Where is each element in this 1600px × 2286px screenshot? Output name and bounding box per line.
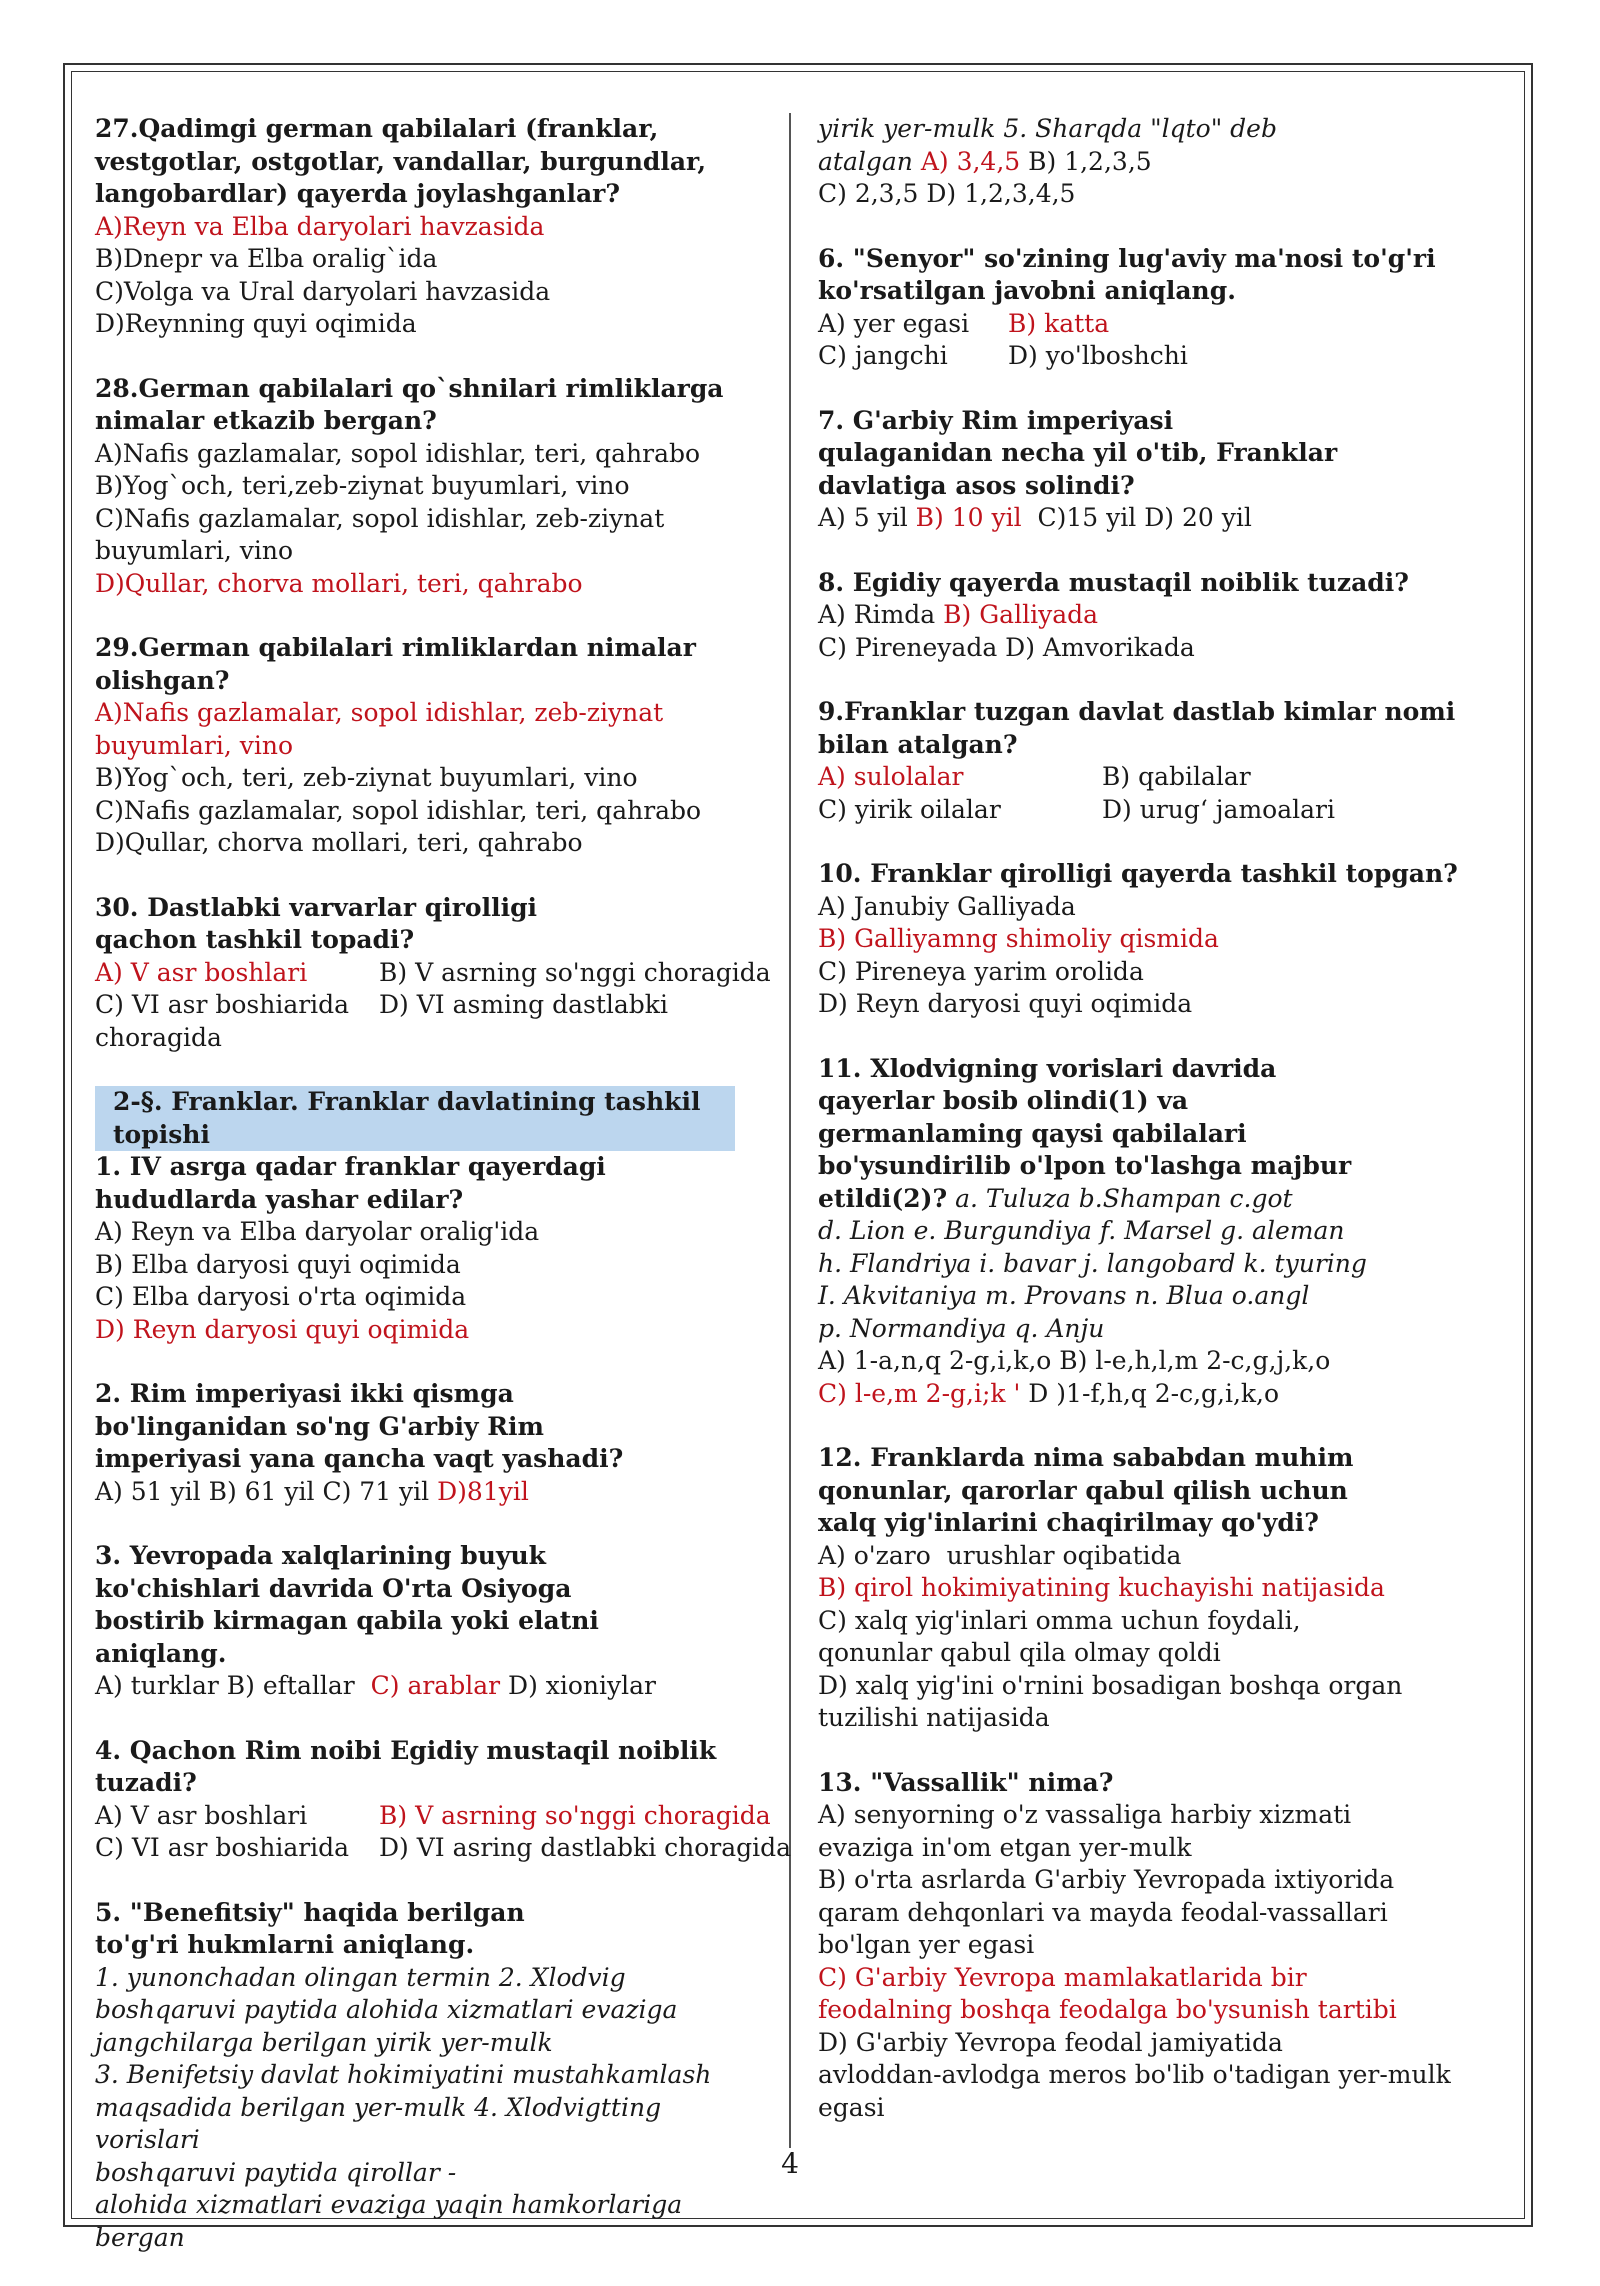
answer-a: A) Janubiy Galliyada — [818, 891, 1076, 921]
answer-b: B) Galliyamng shimoliy qismida — [818, 924, 1219, 953]
question-27 — [95, 113, 765, 341]
answer-line — [818, 1378, 1478, 1411]
answer-line: C) Pireneyada D) Amvorikada — [818, 632, 1195, 662]
question-title: 11. Xlodvigning vorislari davrida qayerlar bosib olindi(1) va germanlaming qaysi qabilalari bo'ysundirilib o'lpon to'lashga majbur etildi(2)? — [818, 1053, 1352, 1213]
answer-b: B)Yog`och, teri, zeb-ziynat buyumlari, vino — [95, 763, 638, 792]
answer-a: A) Reyn va Elba daryolar oralig'ida — [95, 1217, 540, 1246]
answer-correct: C) l-e,m 2-g,i;k ' — [818, 1378, 1021, 1408]
answer-line: A) 1-a,n,q 2-g,i,k,o B) l-e,h,l,m 2-c,g,j,k,o — [818, 1346, 1331, 1375]
question-title: 6. "Senyor" so'zining lug'aviy ma'nosi to'g'ri ko'rsatilgan javobni aniqlang. — [818, 243, 1436, 305]
question-title: 29.German qabilalari rimliklardan nimalar olishgan? — [95, 633, 696, 695]
page-number: 4 — [781, 2147, 799, 2180]
answer-b: B) V asrning so'nggi choragida — [379, 957, 771, 987]
answer-d: D) Reyn daryosi quyi oqimida — [818, 989, 1193, 1018]
question-s12 — [818, 1442, 1478, 1735]
answer-b: B) qabilalar — [1102, 762, 1251, 791]
answer-correct: A) 3,4,5 — [920, 146, 1021, 176]
statement-line: maqsadida berilgan yer-mulk 4. Xlodvigtting vorislari — [95, 2092, 670, 2154]
left-column — [95, 113, 792, 2286]
answer-b: B) 1,2,3,5 — [1020, 146, 1152, 176]
question-title: 3. Yevropada xalqlarining buyuk ko'chishlari davrida O'rta Osiyoga bostirib kirmagan qabila yoki elatni aniqlang. — [95, 1541, 599, 1668]
option-line: d. Lion e. Burgundiya f. Marsel g. aleman — [818, 1216, 1345, 1245]
answer-d: D) Reyn daryosi quyi oqimida — [95, 1314, 470, 1344]
answer-options: A) turklar B) eftallar — [95, 1671, 371, 1700]
question-s13 — [818, 1767, 1478, 2125]
answer-d: D)Qullar, chorva mollari, teri, qahrabo — [95, 568, 583, 598]
answer-correct: B) Galliyada — [943, 600, 1099, 629]
answer-options-rest: D) xioniylar — [500, 1671, 656, 1700]
answer-a-continued: evaziga in'om etgan yer-mulk — [818, 1832, 1192, 1862]
answer-line — [95, 1476, 765, 1509]
answer-d: D) VI asming dastlabki — [379, 990, 668, 1019]
answer-b: B) katta — [1008, 308, 1110, 338]
statement-line: alohida xizmatlari evaziga yaqin hamkorlariga bergan — [95, 2190, 691, 2252]
question-title: 28.German qabilalari qo`shnilari rimliklarga nimalar etkazib bergan? — [95, 373, 724, 435]
answer-d: D)Reynning quyi oqimida — [95, 309, 417, 338]
answer-c: C)Nafis gazlamalar, sopol idishlar, teri, qahrabo — [95, 795, 702, 825]
answer-row — [95, 989, 765, 1022]
question-s3 — [95, 1540, 765, 1703]
answer-line — [818, 146, 1478, 179]
question-title: 30. Dastlabki varvarlar qirolligi qachon tashkil topadi? — [95, 892, 538, 954]
answer-line — [95, 1670, 765, 1703]
question-title: 5. "Benefitsiy" haqida berilgan to'g'ri hukmlarni aniqlang. — [95, 1897, 525, 1959]
question-title: 4. Qachon Rim noibi Egidiy mustaqil noiblik tuzadi? — [95, 1735, 717, 1797]
answer-row — [818, 308, 1478, 341]
answer-c: C) VI asr boshiarida — [95, 990, 350, 1019]
answer-a: A)Reyn va Elba daryolari havzasida — [95, 211, 545, 241]
statement-line: jangchilarga berilgan yirik yer-mulk — [95, 2027, 553, 2057]
answer-b: B) V asrning so'nggi choragida — [379, 1800, 771, 1830]
answer-c: C) jangchi — [818, 341, 948, 370]
answer-row — [818, 794, 1478, 827]
question-30 — [95, 892, 771, 1055]
answer-d: D)Qullar, chorva mollari, teri, qahrabo — [95, 828, 583, 857]
option-line: p. Normandiya q. Anju — [818, 1313, 1105, 1343]
answer-line — [818, 502, 1478, 535]
question-title: 9.Franklar tuzgan davlat dastlab kimlar nomi bilan atalgan? — [818, 697, 1456, 759]
question-s10 — [818, 858, 1478, 1021]
answer-options: A) 51 yil B) 61 yil C) 71 yil — [95, 1476, 438, 1506]
answer-b: B)Dnepr va Elba oralig`ida — [95, 244, 438, 273]
answer-correct: C) arablar — [370, 1671, 501, 1700]
answer-d: D) yo'lboshchi — [1008, 341, 1188, 370]
answer-options-rest: C)15 yil D) 20 yil — [1021, 503, 1252, 532]
answer-correct: B) 10 yil — [915, 503, 1022, 532]
answer-c: C) yirik oilalar — [818, 794, 1001, 824]
answer-b: B) Elba daryosi quyi oqimida — [95, 1249, 461, 1279]
option-line: I. Akvitaniya m. Provans n. Blua o.angl — [818, 1281, 1310, 1310]
answer-d-continued: tuzilishi natijasida — [818, 1703, 1050, 1732]
question-title: 8. Egidiy qayerda mustaqil noiblik tuzadi? — [818, 567, 1409, 597]
answer-a: A) senyorning o'z vassaliga harbiy xizmati — [818, 1800, 1352, 1829]
question-title: 1. IV asrga qadar franklar qayerdagi hududlarda yashar edilar? — [95, 1152, 606, 1214]
statement-line: yirik yer-mulk 5. Sharqda "lqto" deb — [818, 114, 1277, 143]
answer-a: A)Nafis gazlamalar, sopol idishlar, teri, qahrabo — [95, 438, 701, 468]
question-title: 13. "Vassallik" nima? — [818, 1767, 1114, 1797]
option-line: h. Flandriya i. bavar j. langobard k. tyuring — [818, 1248, 1367, 1278]
question-title: 12. Franklarda nima sababdan muhim qonunlar, qarorlar qabul qilish uchun xalq yig'inlarini chaqirilmay qo'ydi? — [818, 1443, 1354, 1537]
answer-b-continued: bo'lgan yer egasi — [818, 1930, 1035, 1959]
answer-b-continued: qaram dehqonlari va mayda feodal-vassallari — [818, 1897, 1388, 1927]
answer-c: C) Pireneya yarim orolida — [818, 956, 1144, 986]
answer-c: C) Elba daryosi o'rta oqimida — [95, 1282, 467, 1311]
answer-b: B) o'rta asrlarda G'arbiy Yevropada ixtiyorida — [818, 1865, 1395, 1894]
answer-line: C) 2,3,5 D) 1,2,3,4,5 — [818, 179, 1076, 208]
question-s4 — [95, 1735, 792, 1865]
statement-line: boshqaruvi paytida qirollar - — [95, 2157, 457, 2187]
question-title: 27.Qadimgi german qabilalari (franklar, vestgotlar, ostgotlar, vandallar, burgundlar, langobardlar) qayerda joylashganlar? — [95, 114, 707, 208]
answer-c: C)Volga va Ural daryolari havzasida — [95, 276, 551, 306]
question-28 — [95, 373, 765, 601]
answer-a: A) 5 yil — [818, 503, 916, 532]
answer-a: A) V asr boshlari — [95, 957, 308, 987]
answer-a: A) V asr boshlari — [95, 1800, 308, 1830]
question-title: 2. Rim imperiyasi ikki qismga bo'linganidan so'ng G'arbiy Rim imperiyasi yana qancha vaqt yashadi? — [95, 1379, 624, 1473]
answer-d: D) urug‘ jamoalari — [1102, 794, 1335, 824]
answer-a: A) Rimda — [818, 600, 944, 629]
answer-row — [95, 957, 771, 990]
answer-d-continued: choragida — [95, 1022, 222, 1052]
answer-row — [95, 1832, 792, 1865]
answer-row — [818, 340, 1478, 373]
question-title-block — [818, 1053, 1378, 1216]
answer-a: A) o'zaro urushlar oqibatida — [818, 1540, 1182, 1570]
right-column — [818, 113, 1478, 2156]
statement-tail: atalgan — [818, 146, 921, 176]
answer-c-continued: feodalning boshqa feodalga bo'ysunish tartibi — [818, 1995, 1397, 2024]
answer-a: A) yer egasi — [818, 308, 970, 338]
answer-b: B) qirol hokimiyatining kuchayishi natijasida — [818, 1573, 1385, 1602]
answer-b: B)Yog`och, teri,zeb-ziynat buyumlari, vino — [95, 471, 630, 500]
question-s5-continued — [818, 113, 1478, 211]
question-title-italic: a. Tuluza b.Shampan c.got — [947, 1183, 1293, 1213]
question-s7 — [818, 405, 1478, 535]
answer-line — [818, 599, 1478, 632]
answer-d: D) xalq yig'ini o'rnini bosadigan boshqa organ — [818, 1670, 1403, 1700]
section-title: 2-§. Franklar. Franklar davlatining tashkil topishi — [95, 1086, 735, 1151]
answer-c: C)Nafis gazlamalar, sopol idishlar, zeb-ziynat buyumlari, vino — [95, 503, 673, 565]
answer-d: D) G'arbiy Yevropa feodal jamiyatida — [818, 2027, 1283, 2057]
question-s8 — [818, 567, 1478, 665]
question-s2 — [95, 1378, 765, 1508]
question-s6 — [818, 243, 1478, 373]
answer-c: C) VI asr boshiarida — [95, 1833, 350, 1862]
question-title: 10. Franklar qirolligi qayerda tashkil topgan? — [818, 859, 1458, 888]
statement-line: 1. yunonchadan olingan termin 2. Xlodvig — [95, 1962, 626, 1992]
question-29 — [95, 632, 765, 860]
answer-correct: D)81yil — [437, 1476, 529, 1506]
answer-d-continued: avloddan-avlodga meros bo'lib o'tadigan yer-mulk egasi — [818, 2060, 1459, 2122]
question-s1 — [95, 1151, 765, 1346]
answer-c-continued: qonunlar qabul qila olmay qoldi — [818, 1638, 1221, 1667]
question-s5 — [95, 1897, 765, 2255]
answer-row — [818, 761, 1478, 794]
answer-c: C) xalq yig'inlari omma uchun foydali, — [818, 1605, 1301, 1635]
answer-d: D) VI asring dastlabki choragida — [379, 1833, 792, 1862]
statement-line: boshqaruvi paytida alohida xizmatlari evaziga — [95, 1995, 678, 2024]
answer-a: A) sulolalar — [818, 762, 964, 791]
question-s11 — [818, 1053, 1478, 1411]
answer-d: D )1-f,h,q 2-c,g,i,k,o — [1020, 1378, 1280, 1408]
answer-c: C) G'arbiy Yevropa mamlakatlarida bir — [818, 1962, 1307, 1992]
answer-row — [95, 1800, 771, 1833]
question-title: 7. G'arbiy Rim imperiyasi qulaganidan necha yil o'tib, Franklar davlatiga asos solindi? — [818, 405, 1338, 500]
answer-a: A)Nafis gazlamalar, sopol idishlar, zeb-ziynat buyumlari, vino — [95, 698, 672, 760]
question-s9 — [818, 696, 1478, 826]
statement-line: 3. Benifetsiy davlat hokimiyatini mustahkamlash — [95, 2060, 712, 2089]
